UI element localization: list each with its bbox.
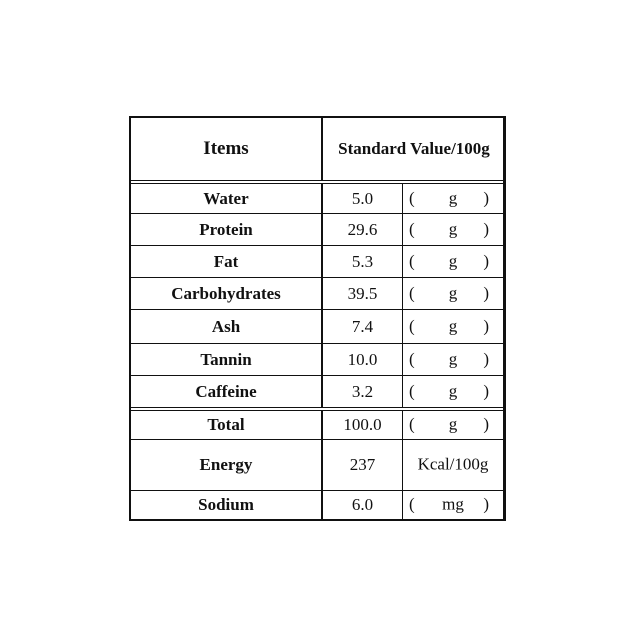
- item-value: 5.3: [323, 246, 403, 277]
- unit-label: g: [448, 316, 458, 336]
- unit-open-paren: (: [409, 414, 415, 434]
- unit-label: g: [448, 381, 458, 401]
- unit-close-paren: ): [483, 414, 489, 434]
- total-value: 100.0: [323, 411, 403, 439]
- item-unit: [403, 344, 503, 375]
- nutrition-table: [129, 116, 506, 521]
- unit-open-paren: (: [409, 251, 415, 271]
- table-row: [131, 278, 503, 309]
- energy-row: [131, 440, 503, 490]
- unit-label: g: [448, 219, 458, 239]
- total-label: Total: [131, 411, 323, 439]
- unit-close-paren: ): [483, 381, 489, 401]
- total-row: [131, 411, 503, 439]
- table-row: [131, 376, 503, 407]
- total-unit: [403, 411, 503, 439]
- table-header-row: [131, 118, 503, 180]
- unit-close-paren: ): [483, 349, 489, 369]
- item-name: Water: [131, 184, 323, 213]
- energy-unit: [403, 440, 503, 490]
- item-name: Protein: [131, 214, 323, 245]
- unit-open-paren: (: [409, 494, 415, 514]
- table-row: [131, 246, 503, 277]
- unit-open-paren: (: [409, 316, 415, 336]
- table-row: [131, 344, 503, 375]
- unit-label: g: [448, 414, 458, 434]
- table-row: [131, 310, 503, 343]
- sodium-row: [131, 491, 503, 519]
- unit-label: g: [448, 283, 458, 303]
- standard-value-header: Standard Value/100g: [338, 139, 490, 158]
- item-unit: [403, 214, 503, 245]
- unit-label: mg: [442, 494, 464, 514]
- unit-open-paren: (: [409, 349, 415, 369]
- item-unit: [403, 310, 503, 343]
- energy-value: 237: [323, 440, 403, 490]
- unit-open-paren: (: [409, 188, 415, 208]
- sodium-value: 6.0: [323, 491, 403, 519]
- item-unit: [403, 184, 503, 213]
- item-name: Fat: [131, 246, 323, 277]
- sodium-unit: [403, 491, 503, 519]
- item-value: 39.5: [323, 278, 403, 309]
- energy-unit-label: Kcal/100g: [417, 454, 489, 474]
- table-row: [131, 184, 503, 213]
- item-name: Tannin: [131, 344, 323, 375]
- item-unit: [403, 376, 503, 407]
- table-row: [131, 214, 503, 245]
- unit-label: g: [448, 188, 458, 208]
- item-unit: [403, 246, 503, 277]
- item-name: Carbohydrates: [131, 278, 323, 309]
- items-header: Items: [131, 118, 323, 180]
- item-value: 29.6: [323, 214, 403, 245]
- item-value: 10.0: [323, 344, 403, 375]
- item-name: Ash: [131, 310, 323, 343]
- unit-open-paren: (: [409, 283, 415, 303]
- unit-open-paren: (: [409, 381, 415, 401]
- unit-close-paren: ): [483, 188, 489, 208]
- item-name: Caffeine: [131, 376, 323, 407]
- sodium-label: Sodium: [131, 491, 323, 519]
- item-value: 7.4: [323, 310, 403, 343]
- item-value: 3.2: [323, 376, 403, 407]
- energy-label: Energy: [131, 440, 323, 490]
- unit-close-paren: ): [483, 251, 489, 271]
- unit-open-paren: (: [409, 219, 415, 239]
- unit-close-paren: ): [483, 316, 489, 336]
- unit-label: g: [448, 251, 458, 271]
- unit-close-paren: ): [483, 283, 489, 303]
- unit-close-paren: ): [483, 494, 489, 514]
- item-value: 5.0: [323, 184, 403, 213]
- unit-label: g: [448, 349, 458, 369]
- unit-close-paren: ): [483, 219, 489, 239]
- item-unit: [403, 278, 503, 309]
